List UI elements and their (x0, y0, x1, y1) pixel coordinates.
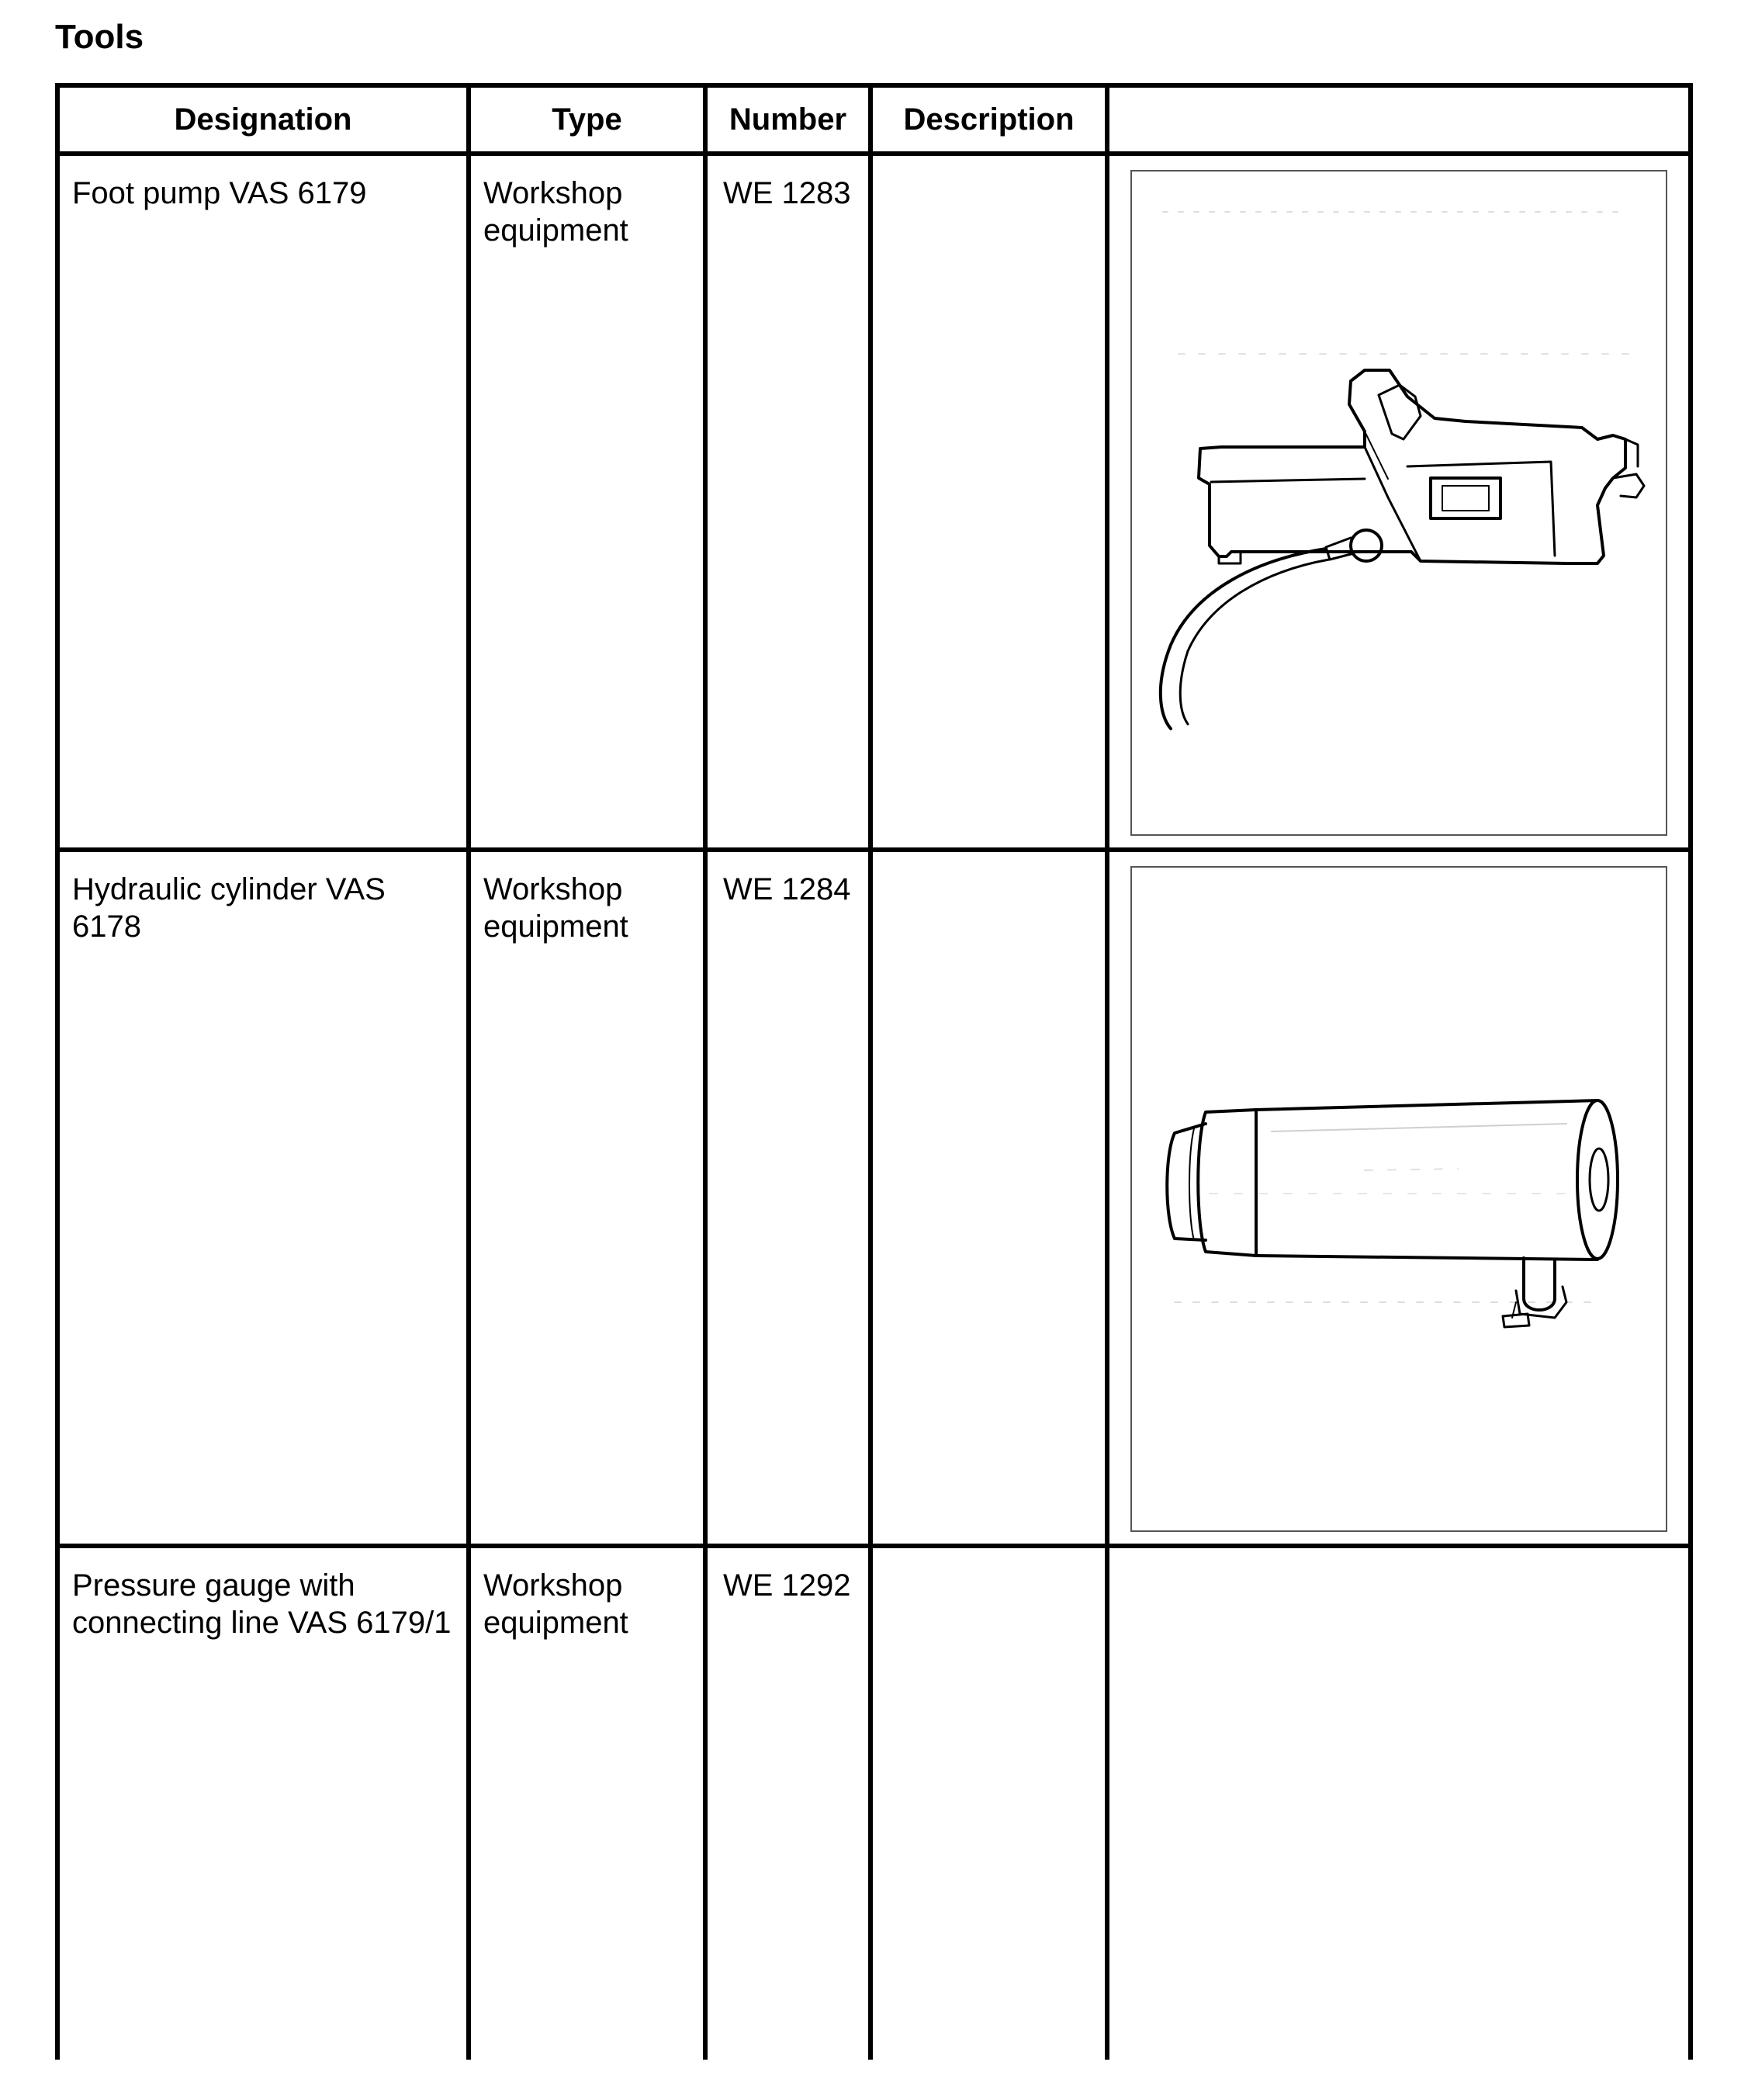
tools-table-container (55, 83, 1688, 2054)
foot-pump-illustration-icon (1132, 172, 1666, 834)
image-cell (1107, 154, 1691, 850)
designation-text: Foot pump VAS 6179 (72, 176, 367, 210)
designation-text: Pressure gauge with connecting line VAS 6179/1 (72, 1568, 452, 1640)
type-text: Workshop equipment (483, 872, 628, 944)
type-cell (469, 1546, 705, 2060)
image-cell (1107, 1546, 1691, 2060)
number-text: WE 1283 (723, 176, 851, 210)
image-cell (1107, 850, 1691, 1546)
type-text: Workshop equipment (483, 176, 628, 248)
number-text: WE 1292 (723, 1568, 851, 1603)
table-row (57, 154, 1691, 850)
column-header-designation: Designation (57, 85, 469, 154)
tools-table (55, 83, 1693, 2060)
description-text (873, 1548, 1105, 1567)
column-header-description: Description (870, 85, 1107, 154)
number-cell (705, 154, 870, 850)
type-cell (469, 154, 705, 850)
designation-text: Hydraulic cylinder VAS 6178 (72, 872, 386, 944)
figure-frame (1130, 170, 1667, 836)
designation-cell (57, 850, 469, 1546)
figure-frame (1130, 866, 1667, 1532)
description-cell (870, 154, 1107, 850)
table-header-row (57, 85, 1691, 154)
description-text (873, 156, 1105, 175)
designation-cell (57, 154, 469, 850)
page-title: Tools (55, 18, 144, 56)
number-cell (705, 850, 870, 1546)
table-row (57, 850, 1691, 1546)
description-text (873, 852, 1105, 871)
description-cell (870, 1546, 1107, 2060)
type-cell (469, 850, 705, 1546)
number-text: WE 1284 (723, 872, 851, 906)
designation-cell (57, 1546, 469, 2060)
table-row (57, 1546, 1691, 2060)
hydraulic-cylinder-illustration-icon (1132, 868, 1666, 1530)
column-header-image (1107, 85, 1691, 154)
type-text: Workshop equipment (483, 1568, 628, 1640)
description-cell (870, 850, 1107, 1546)
number-cell (705, 1546, 870, 2060)
column-header-number: Number (705, 85, 870, 154)
column-header-type: Type (469, 85, 705, 154)
